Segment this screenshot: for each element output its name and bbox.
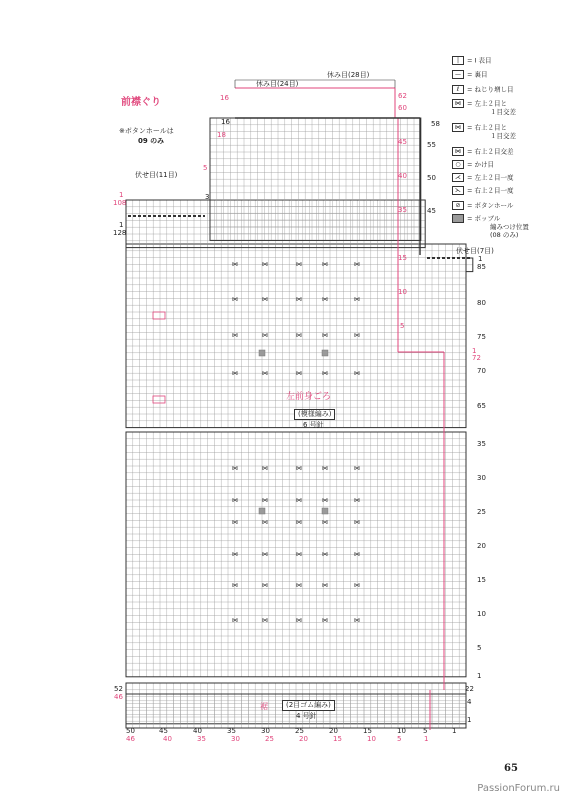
legend-symbol-icon: ⋈	[452, 123, 464, 132]
row-num: 50	[427, 174, 436, 182]
row-num: 1	[478, 255, 483, 263]
legend-text: = ボタンホール	[467, 201, 514, 210]
legend-row	[452, 99, 507, 108]
legend-row	[452, 70, 488, 79]
needle-size-4: 4 号針	[296, 712, 317, 720]
buttonhole-mark	[153, 396, 165, 403]
pink-row-num: 60	[398, 104, 407, 112]
column-number: 20	[329, 727, 338, 735]
row-num: 22	[465, 685, 474, 693]
pink-row-num: 10	[398, 288, 407, 296]
legend-text: = 右上２目交差	[467, 147, 514, 156]
legend-row	[452, 132, 516, 140]
left-mark: 108	[113, 199, 127, 207]
cable-symbol: ⋈	[262, 582, 268, 589]
pattern-stitch-label: (模様編み)	[294, 409, 335, 420]
legend-symbol-icon: ⋈	[452, 99, 464, 108]
neckline-title: 前襟ぐり	[121, 97, 161, 108]
cable-symbol: ⋈	[232, 582, 238, 589]
cable-symbol: ⋈	[232, 332, 238, 339]
needle-size-6: 6 号針	[303, 421, 324, 429]
cable-symbol: ⋈	[354, 497, 360, 504]
legend-text: = ボッブル	[467, 214, 501, 223]
legend-row	[452, 186, 514, 195]
column-number-pink: 5	[397, 735, 402, 743]
legend-text: = 左上２目一度	[467, 173, 514, 182]
bobble-square	[259, 350, 265, 356]
cable-symbol: ⋈	[296, 465, 302, 472]
legend-symbol-icon: ⋈	[452, 147, 464, 156]
legend-text: = 裏目	[467, 70, 488, 79]
cable-symbol: ⋈	[296, 370, 302, 377]
pink-row-num: 62	[398, 92, 407, 100]
cable-symbol: ⋈	[354, 261, 360, 268]
cable-symbol: ⋈	[262, 497, 268, 504]
cable-symbol: ⋈	[354, 465, 360, 472]
legend-row	[452, 56, 492, 65]
column-number-pink: 40	[163, 735, 172, 743]
legend-symbol-icon: ■	[452, 214, 464, 223]
cable-symbol: ⋈	[354, 370, 360, 377]
row-num: 45	[427, 207, 436, 215]
cable-symbol: ⋈	[262, 617, 268, 624]
cable-symbol: ⋈	[296, 296, 302, 303]
row-num: 15	[477, 576, 486, 584]
column-number: 15	[363, 727, 372, 735]
cable-symbol: ⋈	[232, 370, 238, 377]
cable-symbol: ⋈	[296, 261, 302, 268]
row-num: 30	[477, 474, 486, 482]
row-num: 1	[467, 716, 472, 724]
column-number: 40	[193, 727, 202, 735]
cable-symbol: ⋈	[322, 370, 328, 377]
cable-symbol: ⋈	[322, 296, 328, 303]
legend-row	[452, 223, 529, 231]
legend-row	[452, 85, 514, 94]
column-number-pink: 46	[126, 735, 135, 743]
pink-row-num: 35	[398, 206, 407, 214]
legend-text: (08 のみ)	[490, 231, 519, 239]
column-number-pink: 35	[197, 735, 206, 743]
column-number: 30	[261, 727, 270, 735]
cable-symbol: ⋈	[296, 519, 302, 526]
left-mark: 52	[114, 685, 123, 693]
column-number-pink: 10	[367, 735, 376, 743]
legend-row	[452, 160, 494, 169]
cable-symbol: ⋈	[296, 332, 302, 339]
column-number-pink: 15	[333, 735, 342, 743]
cable-symbol: ⋈	[322, 617, 328, 624]
legend-row	[452, 173, 514, 182]
rest-stitches-24-label: 休み目(24目)	[256, 80, 299, 88]
cable-symbol: ⋈	[354, 296, 360, 303]
column-number-pink: 1	[424, 735, 429, 743]
left-mark: 1	[119, 191, 124, 199]
cable-symbol: ⋈	[296, 551, 302, 558]
legend-symbol-icon: |	[452, 56, 464, 65]
legend-symbol-icon: ○	[452, 160, 464, 169]
column-number: 10	[397, 727, 406, 735]
cable-symbol: ⋈	[322, 551, 328, 558]
column-number-pink: 20	[299, 735, 308, 743]
row-num: 1	[477, 672, 482, 680]
cable-symbol: ⋈	[232, 261, 238, 268]
row-num: 25	[477, 508, 486, 516]
bind-off-7-label: 伏せ目(7目)	[456, 247, 494, 255]
bobble-square	[322, 508, 328, 514]
cable-symbol: ⋈	[296, 582, 302, 589]
legend-row	[452, 147, 514, 156]
cable-symbol: ⋈	[354, 519, 360, 526]
watermark: PassionForum.ru	[477, 783, 560, 794]
legend-text: = 右上２目と	[467, 123, 508, 132]
legend-row	[452, 231, 518, 239]
bobble-square	[259, 508, 265, 514]
rest-stitches-28-label: 休み目(28目)	[327, 71, 370, 79]
legend-text: = かけ目	[467, 160, 495, 169]
left-front-label: 左前身ごろ	[286, 392, 332, 402]
legend-row	[452, 108, 516, 116]
legend-symbol-icon: ⋋	[452, 186, 464, 195]
legend-symbol-icon: ⋌	[452, 173, 464, 182]
legend-text: 編みつけ位置	[490, 223, 529, 231]
cable-symbol: ⋈	[322, 519, 328, 526]
column-number: 35	[227, 727, 236, 735]
left-mark: 18	[217, 131, 226, 139]
bind-off-11-label: 伏せ目(11目)	[135, 171, 178, 179]
legend-text: １目交差	[490, 132, 516, 140]
cable-symbol: ⋈	[262, 519, 268, 526]
cable-symbol: ⋈	[232, 497, 238, 504]
cable-symbol: ⋈	[354, 617, 360, 624]
cable-symbol: ⋈	[262, 370, 268, 377]
column-number: 5	[423, 727, 428, 735]
cable-symbol: ⋈	[296, 497, 302, 504]
cable-symbol: ⋈	[322, 465, 328, 472]
cable-symbol: ⋈	[262, 332, 268, 339]
left-mark: 46	[114, 693, 123, 701]
row-num: 5	[477, 644, 482, 652]
pink-row-num: 40	[398, 172, 407, 180]
row-num: 20	[477, 542, 486, 550]
legend-symbol-icon: ⊘	[452, 201, 464, 210]
legend-row	[452, 201, 513, 210]
hem-label: 裾	[260, 702, 268, 711]
legend-row	[452, 123, 507, 132]
pink-row-num: 45	[398, 138, 407, 146]
cable-symbol: ⋈	[296, 617, 302, 624]
legend-text: １目交差	[490, 108, 516, 116]
left-mark: 128	[113, 229, 127, 237]
row-num: 75	[477, 333, 486, 341]
cable-symbol: ⋈	[354, 332, 360, 339]
row-num: 55	[427, 141, 436, 149]
cable-symbol: ⋈	[232, 617, 238, 624]
column-number: 1	[452, 727, 457, 735]
legend-text: = 左上２目と	[467, 99, 508, 108]
row-num: 10	[477, 610, 486, 618]
row-num: 4	[467, 698, 472, 706]
cable-symbol: ⋈	[262, 551, 268, 558]
cable-symbol: ⋈	[262, 465, 268, 472]
column-number: 45	[159, 727, 168, 735]
cable-symbol: ⋈	[322, 497, 328, 504]
cable-symbol: ⋈	[354, 582, 360, 589]
row-num: 85	[477, 263, 486, 271]
page-number: 65	[504, 763, 518, 774]
cable-symbol: ⋈	[322, 332, 328, 339]
cable-symbol: ⋈	[232, 519, 238, 526]
legend-text: = 右上２目一度	[467, 186, 514, 195]
row-num: 65	[477, 402, 486, 410]
rib-stitch-label: (2目ゴム編み)	[282, 700, 335, 711]
buttonhole-note-line2: 09 のみ	[138, 137, 165, 145]
legend-row	[452, 214, 500, 223]
left-mark: 3	[205, 193, 210, 201]
cable-symbol: ⋈	[232, 465, 238, 472]
cable-symbol: ⋈	[322, 261, 328, 268]
row-num: 58	[431, 120, 440, 128]
legend-symbol-icon: ℓ	[452, 85, 464, 94]
cable-symbol: ⋈	[354, 551, 360, 558]
cable-symbol: ⋈	[232, 551, 238, 558]
pink-row-num: 1	[472, 347, 477, 355]
column-number-pink: 30	[231, 735, 240, 743]
bobble-square	[322, 350, 328, 356]
pink-row-num: 15	[398, 254, 407, 262]
pink-row-num: 5	[400, 322, 405, 330]
left-mark: 5	[203, 164, 208, 172]
cable-symbol: ⋈	[322, 582, 328, 589]
left-mark: 16	[220, 94, 229, 102]
legend-text: = ねじり増し目	[467, 85, 514, 94]
row-num: 35	[477, 440, 486, 448]
column-number: 50	[126, 727, 135, 735]
legend-text: = Ⅰ 表目	[467, 56, 492, 65]
row-num: 80	[477, 299, 486, 307]
cable-symbol: ⋈	[232, 296, 238, 303]
left-mark: 16	[221, 118, 230, 126]
left-mark: 1	[119, 221, 124, 229]
cable-symbol: ⋈	[262, 296, 268, 303]
buttonhole-mark	[153, 312, 165, 319]
buttonhole-note-line1: ※ボタンホールは	[119, 127, 174, 135]
cable-symbol: ⋈	[262, 261, 268, 268]
row-num: 70	[477, 367, 486, 375]
pink-row-num: 72	[472, 354, 481, 362]
column-number-pink: 25	[265, 735, 274, 743]
column-number: 25	[295, 727, 304, 735]
legend-symbol-icon: —	[452, 70, 464, 79]
